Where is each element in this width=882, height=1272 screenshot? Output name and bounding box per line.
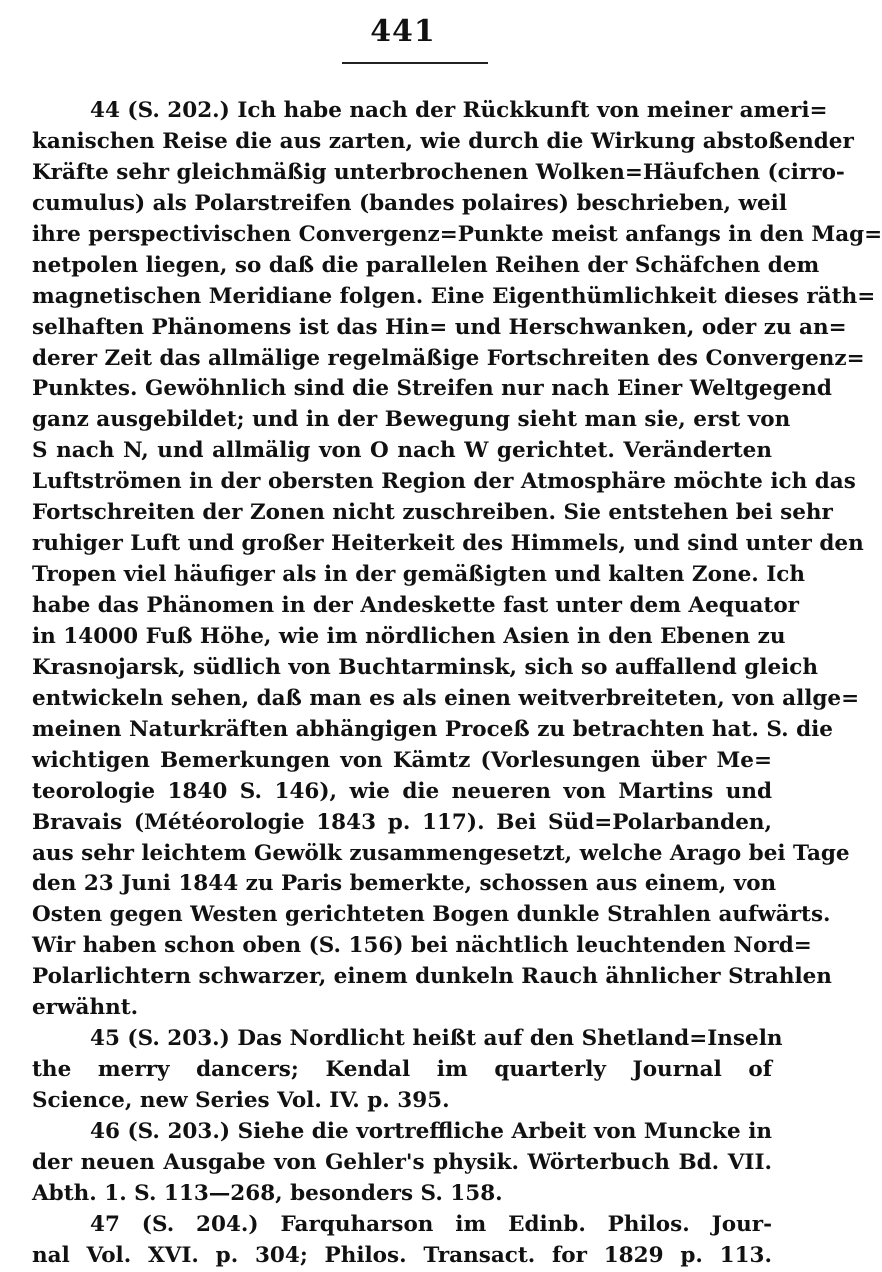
- text-line: Science, new Series Vol. IV. p. 395.: [32, 1088, 450, 1113]
- text-line: der neuen Ausgabe von Gehler's physik. Wörterbuch Bd. VII.: [32, 1149, 772, 1175]
- text-line: habe das Phänomen in der Andeskette fast unter dem Aequator: [32, 593, 799, 618]
- text-line: Polarlichtern schwarzer, einem dunkeln Rauch ähnlicher Strahlen: [32, 964, 832, 990]
- text-line: ruhiger Luft und großer Heiterkeit des Himmels, und sind unter den: [32, 531, 864, 557]
- text-line: Wir haben schon oben (S. 156) bei nächtlich leuchtenden Nord=: [32, 933, 812, 959]
- text-line: 44 (S. 202.) Ich habe nach der Rückkunft von meiner ameri=: [90, 98, 828, 123]
- text-line: entwickeln sehen, daß man es als einen weitverbreiteten, von allge=: [32, 685, 860, 711]
- footnote-47: [32, 1210, 772, 1272]
- text-line: Luftströmen in der obersten Region der Atmosphäre möchte ich das: [32, 469, 856, 495]
- text-line: cumulus) als Polarstreifen (bandes polaires) beschrieben, weil: [32, 190, 787, 216]
- text-line: Kräfte sehr gleichmäßig unterbrochenen Wolken=Häufchen (cirro-: [32, 159, 845, 185]
- text-line: Fortschreiten der Zonen nicht zuschreiben. Sie entstehen bei sehr: [32, 500, 833, 526]
- text-line: netpolen liegen, so daß die parallelen Reihen der Schäfchen dem: [32, 252, 820, 278]
- text-line: S nach N, und allmälig von O nach W gerichtet. Veränderten: [32, 438, 772, 464]
- page-number: 441: [370, 14, 436, 49]
- text-line: aus sehr leichtem Gewölk zusammengesetzt, welche Arago bei Tage: [32, 840, 850, 866]
- text-line: Tropen viel häufiger als in der gemäßigten und kalten Zone. Ich: [32, 562, 806, 588]
- text-line: Krasnojarsk, südlich von Buchtarminsk, sich so auffallend gleich: [32, 654, 819, 680]
- text-line: ganz ausgebildet; und in der Bewegung sieht man sie, erst von: [32, 407, 791, 433]
- footnote-44: [32, 96, 882, 1024]
- text-line: Punktes. Gewöhnlich sind die Streifen nur nach Einer Weltgegend: [32, 376, 832, 402]
- text-line: wichtigen Bemerkungen von Kämtz (Vorlesungen über Me=: [32, 747, 772, 773]
- text-line: 45 (S. 203.) Das Nordlicht heißt auf den Shetland=Inseln: [90, 1026, 783, 1052]
- text-line: Abth. 1. S. 113—268, besonders S. 158.: [32, 1180, 503, 1206]
- text-line: 46 (S. 203.) Siehe die vortreffliche Arbeit von Muncke in: [90, 1118, 772, 1144]
- text-line: selhaften Phänomens ist das Hin= und Herschwanken, oder zu an=: [32, 314, 847, 340]
- text-line: Bravais (Météorologie 1843 p. 117). Bei Süd=Polarbanden,: [32, 809, 772, 835]
- text-line: meinen Naturkräften abhängigen Proceß zu betrachten hat. S. die: [32, 716, 833, 742]
- text-line: the merry dancers; Kendal im quarterly Journal of: [32, 1057, 772, 1083]
- header-rule: [342, 62, 488, 64]
- footnote-46: [32, 1117, 772, 1210]
- text-line: teorologie 1840 S. 146), wie die neueren von Martins und: [32, 778, 772, 804]
- text-line: erwähnt.: [32, 995, 139, 1021]
- footnotes: [32, 96, 882, 1272]
- text-line: 47 (S. 204.) Farquharson im Edinb. Philos. Jour-: [90, 1211, 772, 1237]
- text-line: ihre perspectivischen Convergenz=Punkte meist anfangs in den Mag=: [32, 221, 882, 247]
- text-line: Osten gegen Westen gerichteten Bogen dunkle Strahlen aufwärts.: [32, 902, 831, 928]
- text-line: derer Zeit das allmälige regelmäßige Fortschreiten des Convergenz=: [32, 345, 865, 371]
- text-line: den 23 Juni 1844 zu Paris bemerkte, schossen aus einem, von: [32, 871, 777, 897]
- text-line: in 14000 Fuß Höhe, wie im nördlichen Asien in den Ebenen zu: [32, 623, 786, 649]
- text-line: magnetischen Meridiane folgen. Eine Eigenthümlichkeit dieses räth=: [32, 283, 876, 309]
- text-line: kanischen Reise die aus zarten, wie durch die Wirkung abstoßender: [32, 128, 854, 154]
- text-line: nal Vol. XVI. p. 304; Philos. Transact. for 1829 p. 113.: [32, 1242, 772, 1268]
- footnote-45: [32, 1024, 783, 1117]
